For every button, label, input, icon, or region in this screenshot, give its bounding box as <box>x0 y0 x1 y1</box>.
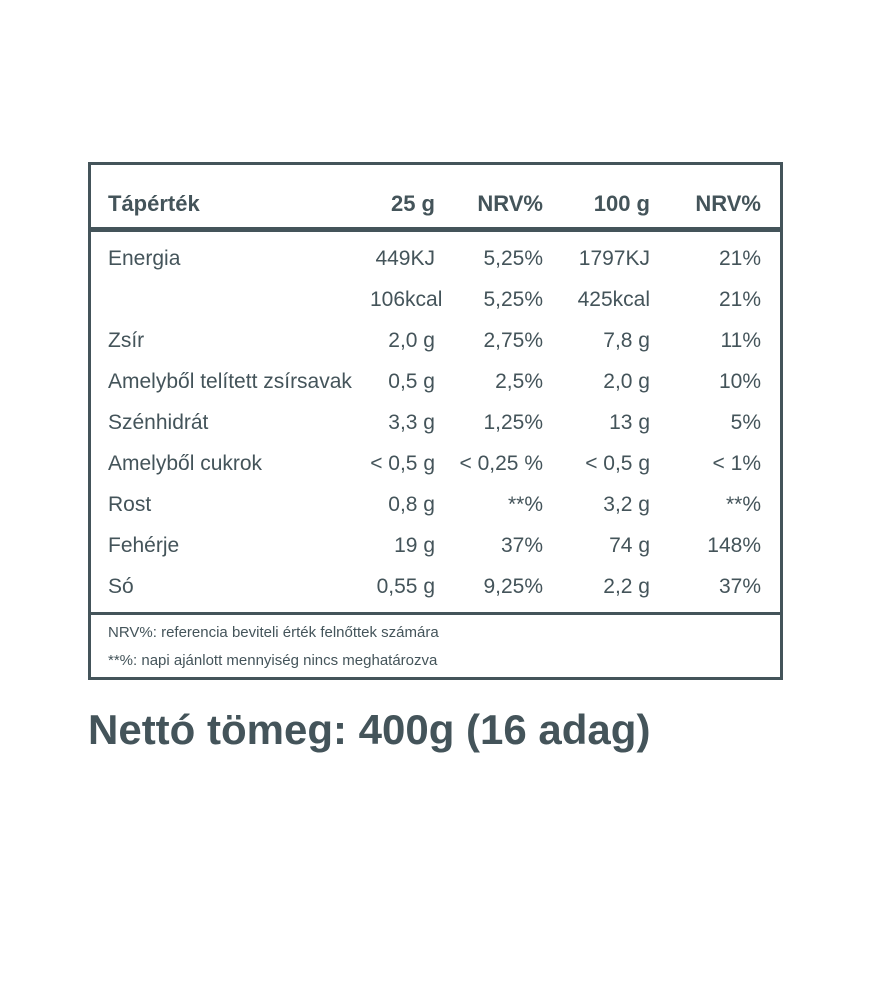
value-cell: 0,55 g <box>376 574 435 598</box>
table-row <box>91 402 780 443</box>
nutrient-label: Szénhidrát <box>108 410 209 434</box>
net-weight-text: Nettó tömeg: 400g (16 adag) <box>88 706 651 753</box>
value-cell: 37% <box>718 574 761 598</box>
nutrient-label: Rost <box>108 492 152 516</box>
value-cell: 2,0 g <box>603 369 650 393</box>
value-cell: 5,25% <box>483 246 543 270</box>
value-cell: 21% <box>718 287 761 311</box>
footnotes-section <box>91 615 780 677</box>
table-row <box>91 361 780 402</box>
table-body <box>91 232 780 607</box>
table-row <box>91 238 780 279</box>
value-cell: 9,25% <box>483 574 543 598</box>
table-row <box>91 525 780 566</box>
value-cell: 1,25% <box>483 410 543 434</box>
value-cell: 2,2 g <box>603 574 650 598</box>
nutrient-label: Energia <box>108 246 181 270</box>
value-cell: 106kcal <box>370 287 443 311</box>
column-header: NRV% <box>695 191 761 216</box>
value-cell: 13 g <box>609 410 650 434</box>
value-cell: 21% <box>718 246 761 270</box>
value-cell: < 0,5 g <box>370 451 435 475</box>
value-cell: 5% <box>730 410 761 434</box>
value-cell: 19 g <box>394 533 435 557</box>
table-row <box>91 566 780 607</box>
value-cell: 0,8 g <box>388 492 435 516</box>
nutrient-label: Fehérje <box>108 533 180 557</box>
nutrient-label: Zsír <box>108 328 145 352</box>
value-cell: 74 g <box>609 533 650 557</box>
nutrition-table <box>88 162 783 680</box>
table-row <box>91 484 780 525</box>
value-cell: 3,3 g <box>388 410 435 434</box>
value-cell: < 1% <box>712 451 761 475</box>
table-row <box>91 443 780 484</box>
value-cell: 3,2 g <box>603 492 650 516</box>
table-header-row <box>91 165 780 227</box>
column-header-nutrient: Tápérték <box>108 191 200 216</box>
value-cell: 10% <box>718 369 761 393</box>
value-cell: 2,0 g <box>388 328 435 352</box>
value-cell: 148% <box>707 533 761 557</box>
nutrient-label: Amelyből telített zsírsavak <box>108 369 352 393</box>
footnote-line: NRV%: referencia beviteli érték felnőttek számára <box>108 624 439 641</box>
value-cell: < 0,25 % <box>459 451 543 475</box>
value-cell: **% <box>507 492 543 516</box>
value-cell: 5,25% <box>483 287 543 311</box>
value-cell: 37% <box>500 533 543 557</box>
value-cell: 425kcal <box>577 287 650 311</box>
table-row <box>91 279 780 320</box>
footnote-line: **%: napi ajánlott mennyiség nincs meghatározva <box>108 652 438 669</box>
column-header: 100 g <box>593 191 650 216</box>
value-cell: **% <box>725 492 761 516</box>
value-cell: 2,75% <box>483 328 543 352</box>
nutrient-label: Amelyből cukrok <box>108 451 263 475</box>
value-cell: 1797KJ <box>578 246 650 270</box>
nutrient-label: Só <box>108 574 134 598</box>
value-cell: 449KJ <box>375 246 435 270</box>
table-row <box>91 320 780 361</box>
value-cell: 11% <box>720 328 761 352</box>
value-cell: 7,8 g <box>603 328 650 352</box>
value-cell: < 0,5 g <box>585 451 650 475</box>
value-cell: 0,5 g <box>388 369 435 393</box>
value-cell: 2,5% <box>495 369 543 393</box>
column-header: 25 g <box>390 191 435 216</box>
column-header: NRV% <box>477 191 543 216</box>
